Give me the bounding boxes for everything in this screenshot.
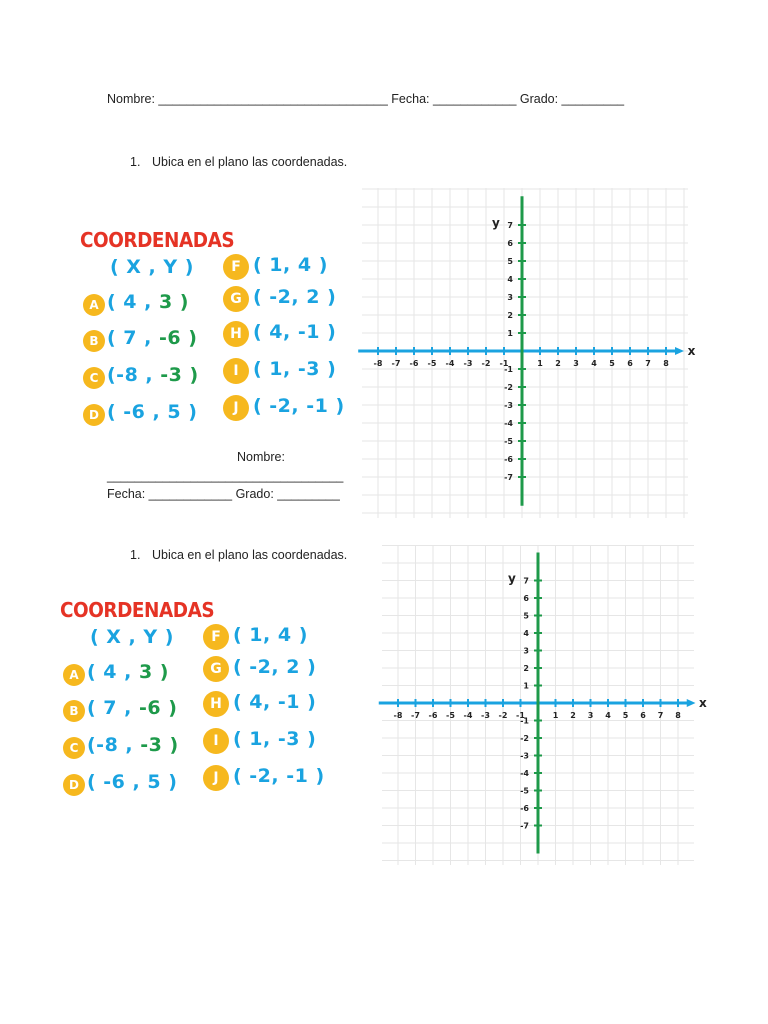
badge-j: J [223, 395, 249, 421]
x-tick-label: -5 [427, 359, 437, 368]
coordinate-b: ( 7 , -6 ) [87, 697, 178, 719]
x-tick-label: -2 [481, 359, 491, 368]
y-tick-label: -5 [520, 786, 529, 796]
coordinate-b: ( 7 , -6 ) [107, 327, 198, 349]
x-tick-label: -1 [516, 711, 525, 720]
badge-h: H [203, 691, 229, 717]
badge-b: B [63, 700, 85, 722]
y-tick-label: -1 [504, 365, 513, 374]
x-axis-label: x [687, 344, 696, 358]
y-tick-label: -6 [520, 804, 529, 813]
y-tick-label: 3 [507, 293, 513, 302]
coordinate-h: ( 4, -1 ) [253, 321, 337, 343]
x-tick-label: 1 [552, 711, 559, 720]
y-tick-label: 7 [523, 576, 529, 586]
x-tick-label: 2 [570, 711, 576, 720]
x-tick-label: -1 [499, 359, 509, 368]
coordinate-a: ( 4 , 3 ) [107, 291, 189, 313]
badge-f: F [223, 254, 249, 280]
badge-i: I [223, 358, 249, 384]
y-tick-label: 1 [507, 329, 513, 338]
coordinate-i: ( 1, -3 ) [233, 728, 317, 750]
y-tick-label: -6 [504, 455, 513, 464]
x-tick-label: 4 [605, 711, 611, 720]
coordinate-j: ( -2, -1 ) [253, 395, 345, 417]
x-tick-label: 8 [663, 359, 669, 368]
x-tick-label: -6 [428, 711, 438, 720]
badge-g: G [203, 656, 229, 682]
badge-a: A [83, 294, 105, 316]
y-tick-label: -2 [520, 734, 529, 743]
fecha-grado-line: Fecha: ____________ Grado: _________ [107, 487, 340, 501]
x-tick-label: -4 [463, 711, 473, 720]
x-tick-label: -4 [445, 359, 455, 368]
y-tick-label: 6 [523, 594, 529, 603]
coordinate-f: ( 1, 4 ) [253, 254, 328, 276]
coordinate-g: ( -2, 2 ) [233, 656, 317, 678]
instruction-number: 1. [130, 155, 141, 169]
x-tick-label: -8 [373, 359, 383, 368]
x-tick-label: -5 [446, 711, 455, 720]
coordinate-plane-1 [362, 188, 696, 518]
badge-g: G [223, 286, 249, 312]
x-tick-label: -2 [498, 711, 508, 720]
header-form-line: Nombre: _________________________________ Fecha: ____________ Grado: _________ [107, 92, 625, 106]
instruction-text-2: Ubica en el plano las coordenadas. [152, 548, 348, 562]
coordenadas-title: COORDENADAS [80, 228, 235, 252]
x-tick-label: 4 [591, 359, 597, 368]
instruction-number-2: 1. [130, 548, 141, 562]
y-tick-label: -4 [520, 769, 529, 778]
badge-c: C [83, 367, 105, 389]
coordinate-i: ( 1, -3 ) [253, 358, 337, 380]
y-tick-label: 1 [523, 681, 529, 691]
x-tick-label: -3 [463, 359, 473, 368]
coordinate-j: ( -2, -1 ) [233, 765, 325, 787]
x-tick-label: 3 [587, 711, 594, 720]
x-tick-label: 7 [657, 711, 664, 720]
coordinate-h: ( 4, -1 ) [233, 691, 317, 713]
nombre-blank-line: __________________________________ [107, 469, 344, 483]
badge-c: C [63, 737, 85, 759]
coordinate-d: ( -6 , 5 ) [87, 771, 178, 793]
xy-header: ( X , Y ) [90, 626, 174, 648]
y-tick-label: 2 [523, 664, 529, 673]
y-axis-label: y [492, 216, 500, 230]
badge-b: B [83, 330, 105, 352]
y-axis-label: y [508, 571, 516, 586]
x-tick-label: -8 [393, 711, 403, 720]
y-tick-label: -5 [504, 437, 513, 446]
badge-a: A [63, 664, 85, 686]
x-tick-label: 1 [537, 359, 543, 368]
x-tick-label: 3 [573, 359, 579, 368]
coordenadas-title: COORDENADAS [60, 598, 215, 622]
x-tick-label: -6 [409, 359, 419, 368]
coordinate-plane-2 [382, 545, 707, 865]
x-tick-label: 6 [627, 359, 633, 368]
x-axis-label: x [699, 696, 707, 710]
x-tick-label: -7 [391, 359, 401, 368]
badge-h: H [223, 321, 249, 347]
y-tick-label: -1 [520, 716, 529, 726]
y-tick-label: -3 [504, 401, 513, 410]
y-tick-label: 3 [523, 646, 529, 656]
badge-d: D [83, 404, 105, 426]
y-tick-label: 4 [507, 275, 513, 284]
x-tick-label: 5 [609, 359, 615, 368]
y-tick-label: -7 [520, 821, 529, 831]
y-tick-label: 7 [507, 221, 513, 230]
coordinate-g: ( -2, 2 ) [253, 286, 337, 308]
coordinate-c: (-8 , -3 ) [107, 364, 199, 386]
y-tick-label: 5 [507, 257, 513, 266]
x-tick-label: 6 [640, 711, 646, 720]
badge-d: D [63, 774, 85, 796]
badge-i: I [203, 728, 229, 754]
y-tick-label: 5 [523, 611, 529, 621]
xy-header: ( X , Y ) [110, 256, 194, 278]
y-tick-label: 6 [507, 239, 513, 248]
x-axis-arrow [687, 699, 696, 707]
x-tick-label: -7 [411, 711, 420, 720]
nombre-label: Nombre: [237, 450, 285, 464]
y-tick-label: 4 [523, 629, 529, 638]
x-tick-label: 5 [622, 711, 629, 720]
y-tick-label: -3 [520, 751, 529, 761]
instruction-text: Ubica en el plano las coordenadas. [152, 155, 348, 169]
badge-j: J [203, 765, 229, 791]
coordinate-f: ( 1, 4 ) [233, 624, 308, 646]
coordinate-c: (-8 , -3 ) [87, 734, 179, 756]
coordinate-a: ( 4 , 3 ) [87, 661, 169, 683]
x-tick-label: 7 [645, 359, 651, 368]
y-tick-label: 2 [507, 311, 513, 320]
y-tick-label: -4 [504, 419, 513, 428]
y-tick-label: -2 [504, 383, 513, 392]
x-tick-label: -3 [481, 711, 490, 720]
coordinate-d: ( -6 , 5 ) [107, 401, 198, 423]
badge-f: F [203, 624, 229, 650]
x-axis-arrow [675, 347, 684, 355]
x-tick-label: 8 [675, 711, 681, 720]
y-tick-label: -7 [504, 473, 513, 482]
x-tick-label: 2 [555, 359, 561, 368]
